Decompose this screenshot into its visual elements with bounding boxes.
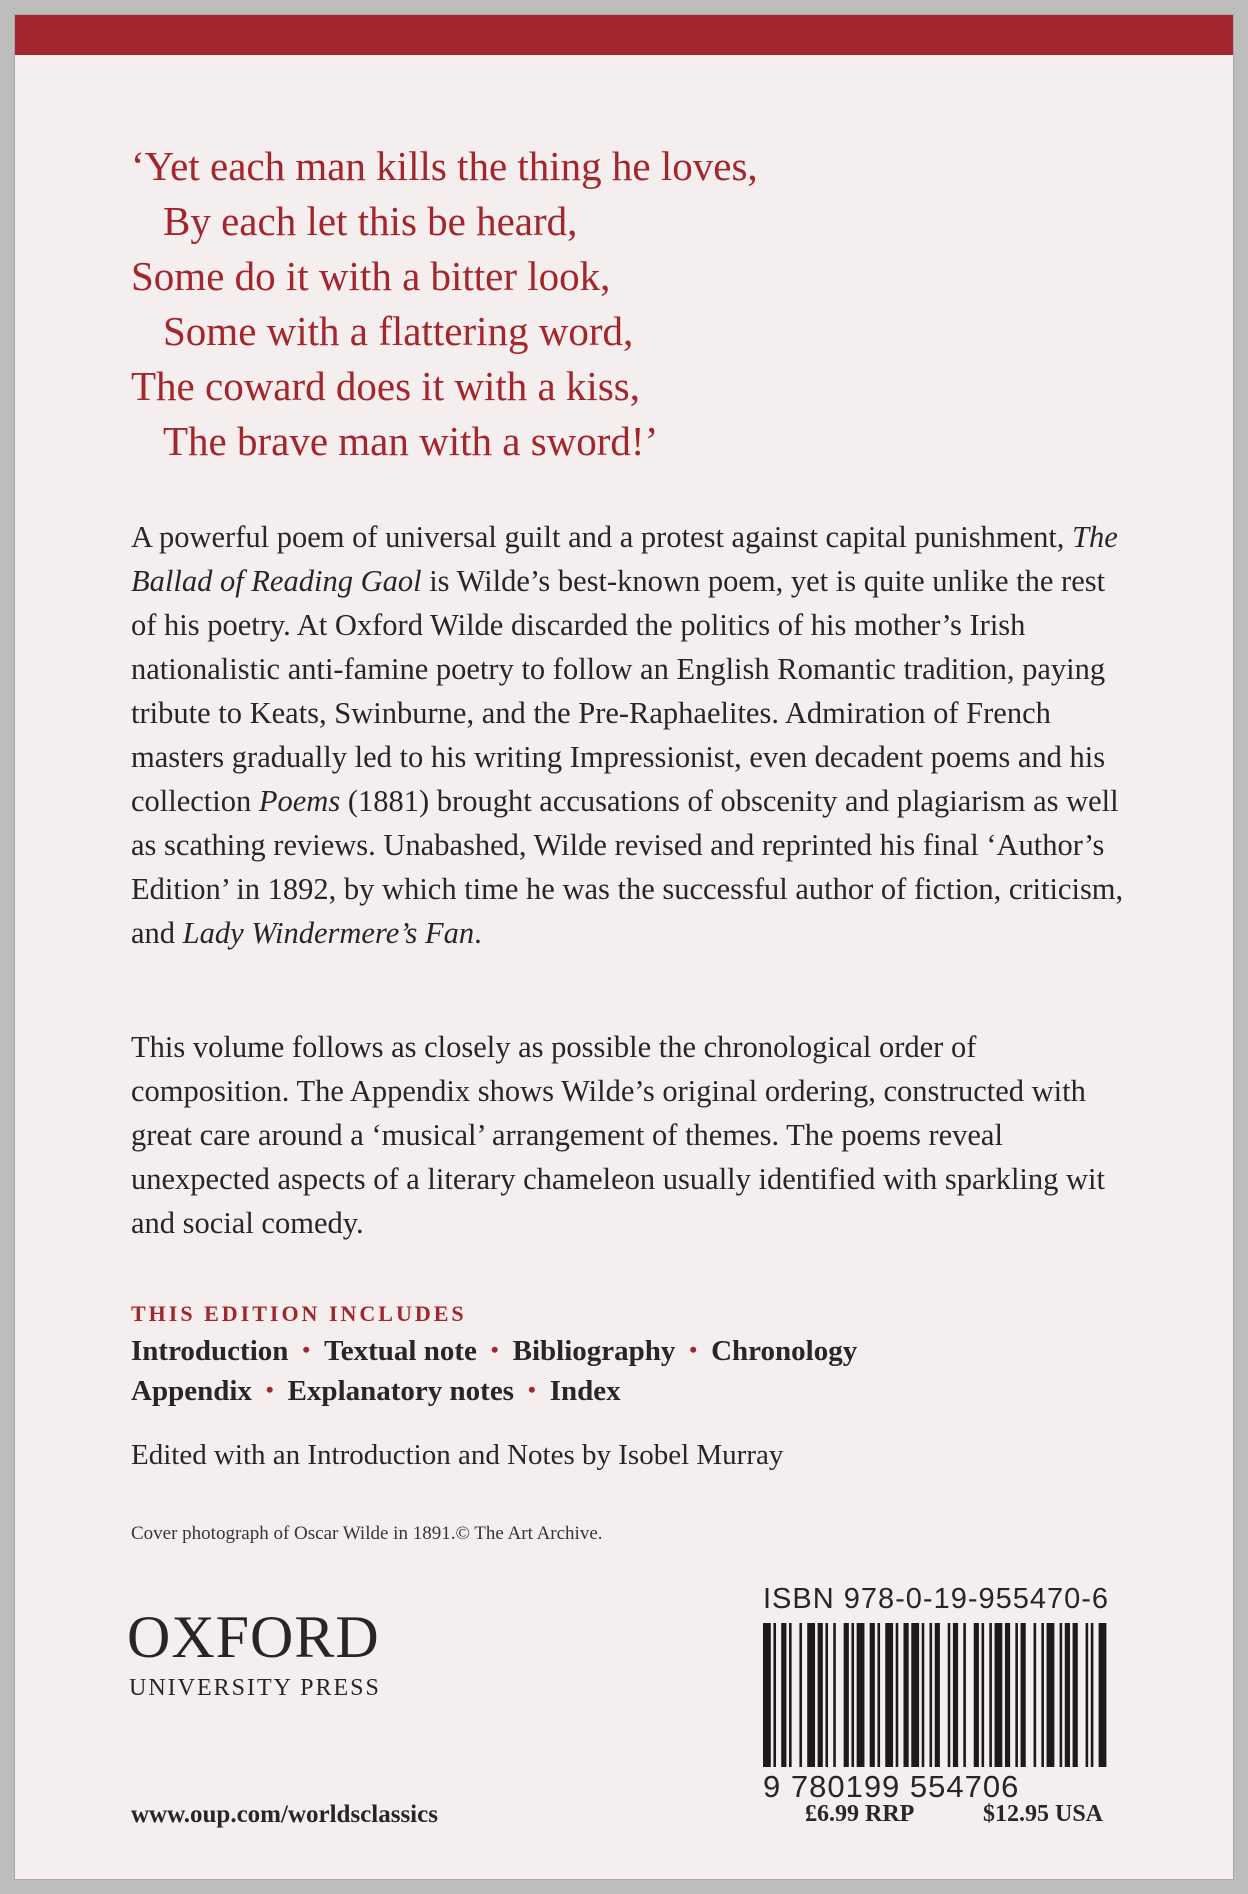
isbn-label: ISBN 978-0-19-955470-6 bbox=[763, 1583, 1110, 1615]
photo-credit: Cover photograph of Oscar Wilde in 1891.© The Art Archive. bbox=[131, 1523, 603, 1544]
title-poems: Poems bbox=[258, 784, 341, 818]
editor-credit: Edited with an Introduction and Notes by Isobel Murray bbox=[131, 1439, 784, 1471]
epigraph-quote bbox=[131, 139, 891, 469]
edition-includes-row-2 bbox=[131, 1375, 621, 1408]
top-red-band bbox=[15, 15, 1233, 55]
epigraph-line: The coward does it with a kiss, bbox=[131, 363, 640, 409]
blurb-paragraph-2: This volume follows as closely as possible the chronological order of composition. The Appendix shows Wilde’s original ordering, constructed with great care around a ‘musical’ arrangement of themes. The poems reveal unexpected aspects of a literary chameleon usually identified with sparkling wit and social comedy. bbox=[131, 1030, 1105, 1240]
epigraph-line: By each let this be heard, bbox=[163, 198, 578, 244]
edition-item: Index bbox=[549, 1375, 621, 1407]
price-uk: £6.99 RRP bbox=[805, 1801, 915, 1827]
edition-item: Introduction bbox=[131, 1335, 289, 1367]
epigraph-line: Some with a flattering word, bbox=[163, 308, 634, 354]
edition-includes-heading: THIS EDITION INCLUDES bbox=[131, 1301, 467, 1326]
bullet-separator: • bbox=[527, 1377, 536, 1402]
bullet-separator: • bbox=[265, 1377, 274, 1402]
edition-item: Textual note bbox=[324, 1335, 477, 1367]
price-us: $12.95 USA bbox=[983, 1801, 1104, 1827]
bullet-separator: • bbox=[490, 1337, 499, 1362]
epigraph-line: Some do it with a bitter look, bbox=[131, 253, 611, 299]
bullet-separator: • bbox=[302, 1337, 311, 1362]
epigraph-line: ‘Yet each man kills the thing he loves, bbox=[131, 143, 758, 189]
book-back-cover bbox=[14, 14, 1234, 1880]
blurb-text: . bbox=[474, 916, 482, 950]
edition-item: Bibliography bbox=[512, 1335, 676, 1367]
blurb-text: is Wilde’s best-known poem, yet is quite unlike the rest of his poetry. At Oxford Wilde discarded the politics of his mother’s Irish nationalistic anti-famine poetry to follow an English Romantic tradition, paying tribute to Keats, Swinburne, and the Pre-Raphaelites. Admiration of French masters gradually led to his writing Impressionist, even decadent poems and his collection bbox=[131, 564, 1106, 818]
website-url: www.oup.com/worldsclassics bbox=[131, 1801, 438, 1828]
barcode-number: 9 780199 554706 bbox=[763, 1769, 1020, 1804]
bullet-separator: • bbox=[689, 1337, 698, 1362]
publisher-logo-name: OXFORD bbox=[127, 1604, 380, 1670]
publisher-logo-sub: UNIVERSITY PRESS bbox=[129, 1675, 381, 1701]
edition-item: Chronology bbox=[711, 1335, 858, 1367]
blurb-text: (1881) brought accusations of obscenity and plagiarism as well as scathing reviews. Unabashed, Wilde revised and reprinted his final ‘Author’s Edition’ in 1892, by which time he was the successful author of fiction, criticism, and bbox=[131, 784, 1124, 950]
edition-includes-row-1 bbox=[131, 1335, 857, 1368]
edition-item: Appendix bbox=[131, 1375, 252, 1407]
title-ballad: The Ballad of Reading Gaol bbox=[131, 520, 1118, 598]
blurb-text: A powerful poem of universal guilt and a protest against capital punishment, bbox=[131, 520, 1073, 554]
edition-item: Explanatory notes bbox=[287, 1375, 514, 1407]
blurb-paragraph-1 bbox=[131, 515, 1131, 955]
barcode-icon bbox=[763, 1623, 1109, 1767]
title-lady-windermere: Lady Windermere’s Fan bbox=[182, 916, 475, 950]
epigraph-line: The brave man with a sword!’ bbox=[163, 418, 659, 464]
